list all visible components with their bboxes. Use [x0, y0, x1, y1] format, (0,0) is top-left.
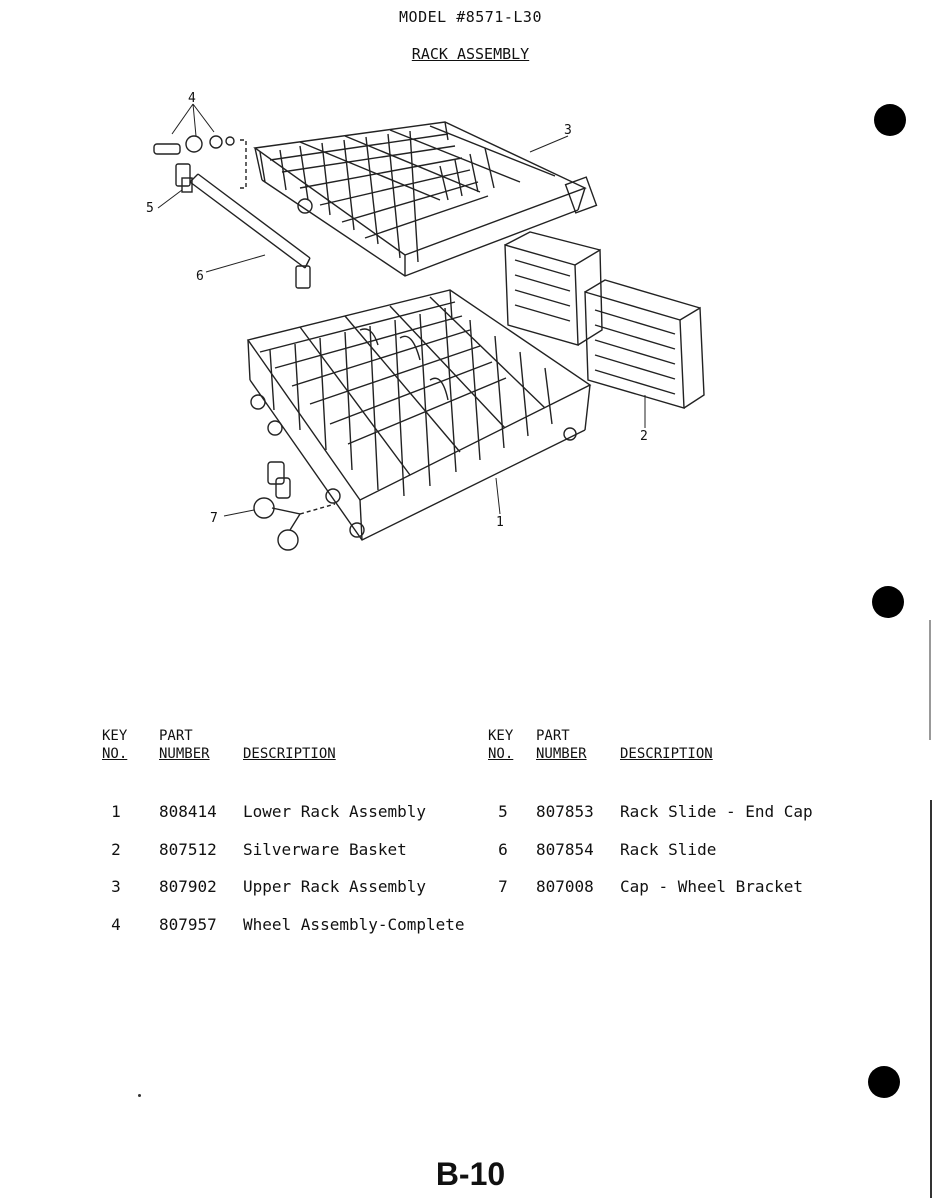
part-header-line1: PART — [536, 728, 570, 744]
silverware-basket-drawing — [505, 232, 704, 408]
parts-row-key: 7 — [498, 877, 508, 896]
parts-row-description: Rack Slide - End Cap — [620, 802, 813, 821]
lower-rack-drawing — [248, 290, 590, 540]
key-header-line1: KEY — [102, 728, 128, 744]
model-title: MODEL #8571-L30 — [399, 8, 542, 26]
parts-row-description: Wheel Assembly-Complete — [243, 915, 465, 934]
callout-3: 3 — [564, 123, 572, 138]
binder-hole — [874, 104, 906, 136]
right-key-header — [488, 727, 513, 763]
binder-hole — [872, 586, 904, 618]
parts-row-part: 807854 — [536, 840, 594, 859]
key-header-line1: KEY — [488, 728, 514, 744]
callout-6: 6 — [196, 269, 204, 284]
parts-row-description: Lower Rack Assembly — [243, 802, 427, 821]
parts-row-key: 1 — [111, 802, 121, 821]
parts-row-key: 2 — [111, 840, 121, 859]
parts-row-part: 807902 — [159, 877, 217, 896]
parts-row-description: Upper Rack Assembly — [243, 877, 427, 896]
wheel-bracket-drawing — [254, 462, 335, 550]
parts-row-part: 807008 — [536, 877, 594, 896]
binder-hole — [868, 1066, 900, 1098]
callout-2: 2 — [640, 429, 648, 444]
parts-row-part: 807512 — [159, 840, 217, 859]
parts-row-description: Cap - Wheel Bracket — [620, 877, 804, 896]
left-part-header — [159, 727, 210, 763]
parts-row-key: 4 — [111, 915, 121, 934]
key-header-line2: NO. — [488, 746, 514, 762]
right-part-header — [536, 727, 587, 763]
parts-row-part: 807853 — [536, 802, 594, 821]
wheel-assembly-drawing — [154, 136, 246, 188]
parts-row-description: Silverware Basket — [243, 840, 407, 859]
part-header-line2: NUMBER — [159, 746, 210, 762]
parts-row-key: 3 — [111, 877, 121, 896]
right-description-header: DESCRIPTION — [620, 746, 713, 762]
part-header-line2: NUMBER — [536, 746, 587, 762]
parts-row-part: 808414 — [159, 802, 217, 821]
callout-5: 5 — [146, 201, 154, 216]
left-description-header: DESCRIPTION — [243, 746, 336, 762]
callout-7: 7 — [210, 511, 218, 526]
parts-row-description: Rack Slide — [620, 840, 717, 859]
parts-row-part: 807957 — [159, 915, 217, 934]
parts-row-key: 6 — [498, 840, 508, 859]
page-number: B-10 — [435, 1156, 506, 1192]
parts-row-key: 5 — [498, 802, 508, 821]
callout-4: 4 — [188, 91, 196, 106]
scan-speck — [138, 1094, 141, 1097]
callout-1: 1 — [496, 515, 504, 530]
key-header-line2: NO. — [102, 746, 128, 762]
scan-edge-mark — [930, 800, 932, 1198]
section-title: RACK ASSEMBLY — [411, 45, 530, 63]
scan-edge-mark — [929, 620, 931, 740]
left-key-header — [102, 727, 127, 763]
part-header-line1: PART — [159, 728, 193, 744]
